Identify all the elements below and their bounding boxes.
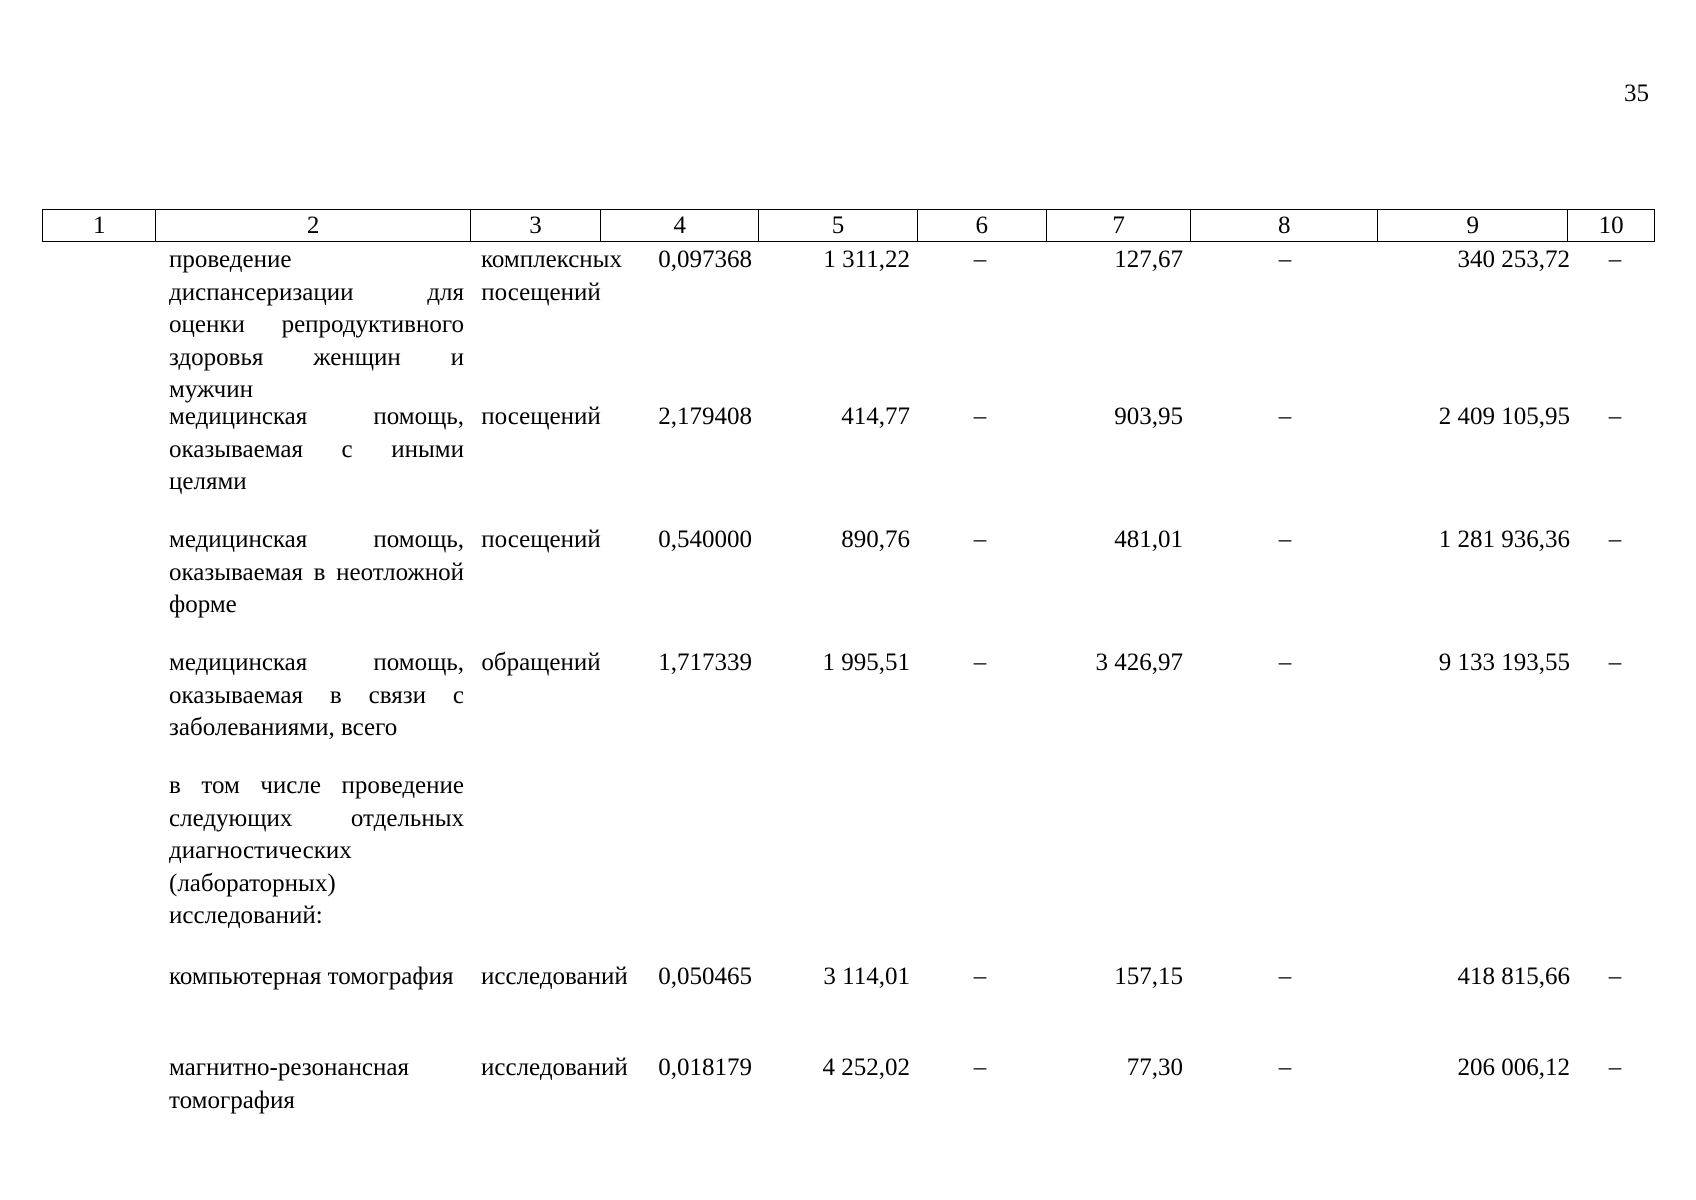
service-name: медицинская помощь, оказываемая в связи с заболеваниями, всего <box>169 649 464 741</box>
unit-of-measure: посещений <box>481 403 601 430</box>
col-header-9: 9 <box>1378 210 1568 242</box>
unit-of-measure: обращений <box>481 649 601 676</box>
col-5-value: 1 311,22 <box>823 246 910 273</box>
unit-of-measure: исследований <box>481 963 628 990</box>
col-8-value: – <box>1278 403 1292 430</box>
col-8-value: – <box>1278 963 1292 990</box>
service-name: медицинская помощь, оказываемая в неотложной форме <box>169 526 464 618</box>
col-9-value: 9 133 193,55 <box>1438 649 1570 676</box>
col-7-value: 157,15 <box>1114 963 1183 990</box>
col-header-5: 5 <box>759 210 917 242</box>
col-4-value: 1,717339 <box>658 649 752 676</box>
section-subheading: в том числе проведение следующих отдельных диагностических (лабораторных) исследований: <box>169 772 464 929</box>
col-header-2: 2 <box>156 210 470 242</box>
col-10-value: – <box>1608 963 1622 990</box>
col-7-value: 481,01 <box>1114 526 1183 553</box>
unit-of-measure: комплексных посещений <box>481 246 622 306</box>
col-6-value: – <box>973 649 987 676</box>
col-header-1: 1 <box>43 210 156 242</box>
col-10-value: – <box>1608 1054 1622 1081</box>
col-header-3: 3 <box>470 210 600 242</box>
col-5-value: 3 114,01 <box>823 963 910 990</box>
col-4-value: 0,018179 <box>658 1054 752 1081</box>
col-9-value: 2 409 105,95 <box>1438 403 1570 430</box>
unit-of-measure: посещений <box>481 526 601 553</box>
col-7-value: 903,95 <box>1114 403 1183 430</box>
col-7-value: 77,30 <box>1126 1054 1183 1081</box>
col-header-7: 7 <box>1046 210 1190 242</box>
col-4-value: 0,540000 <box>658 526 752 553</box>
col-9-value: 418 815,66 <box>1457 963 1570 990</box>
col-10-value: – <box>1608 403 1622 430</box>
col-10-value: – <box>1608 526 1622 553</box>
col-5-value: 4 252,02 <box>822 1054 910 1081</box>
col-header-6: 6 <box>917 210 1046 242</box>
col-8-value: – <box>1278 649 1292 676</box>
col-4-value: 0,050465 <box>658 963 752 990</box>
col-8-value: – <box>1278 526 1292 553</box>
col-6-value: – <box>973 963 987 990</box>
service-name: компьютерная томография <box>169 963 454 990</box>
col-9-value: 206 006,12 <box>1457 1054 1570 1081</box>
col-7-value: 3 426,97 <box>1095 649 1183 676</box>
col-4-value: 2,179408 <box>658 403 752 430</box>
page-number: 35 <box>1624 80 1649 107</box>
service-name: медицинская помощь, оказываемая с иными целями <box>169 403 464 495</box>
col-6-value: – <box>973 403 987 430</box>
service-name: магнитно-резонансная томография <box>169 1054 409 1114</box>
unit-of-measure: исследований <box>481 1054 628 1081</box>
col-6-value: – <box>973 246 987 273</box>
col-header-4: 4 <box>601 210 759 242</box>
col-8-value: – <box>1278 246 1292 273</box>
col-4-value: 0,097368 <box>658 246 752 273</box>
col-10-value: – <box>1608 649 1622 676</box>
col-10-value: – <box>1608 246 1622 273</box>
col-7-value: 127,67 <box>1114 246 1183 273</box>
col-8-value: – <box>1278 1054 1292 1081</box>
col-6-value: – <box>973 526 987 553</box>
col-5-value: 1 995,51 <box>822 649 910 676</box>
col-5-value: 890,76 <box>841 526 910 553</box>
col-6-value: – <box>973 1054 987 1081</box>
col-header-10: 10 <box>1568 210 1655 242</box>
col-9-value: 1 281 936,36 <box>1438 526 1570 553</box>
col-5-value: 414,77 <box>841 403 910 430</box>
col-9-value: 340 253,72 <box>1457 246 1570 273</box>
service-name: проведение диспансеризации для оценки репродуктивного здоровья женщин и мужчин <box>169 246 464 403</box>
col-header-8: 8 <box>1191 210 1378 242</box>
